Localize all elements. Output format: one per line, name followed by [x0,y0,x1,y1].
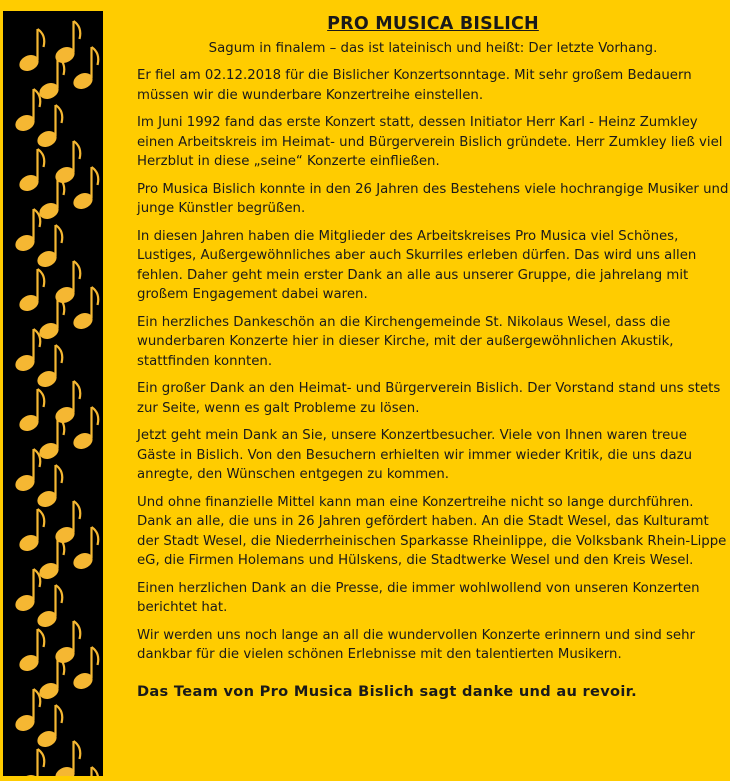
paragraph: Ein großer Dank an den Heimat- und Bürgerverein Bislich. Der Vorstand stand uns stets zur Seite, wenn es galt Probleme zu lösen. [137,381,721,416]
subtitle: Sagum in finalem – das ist lateinisch und heißt: Der letzte Vorhang. [208,41,658,56]
paragraph: Im Juni 1992 fand das erste Konzert statt, dessen Initiator Herr Karl - Heinz Zumkley einen Arbeitskreis im Heimat- und Bürgerverein Bislich gründete. Herr Zumkley ließ viel Herzblut in diese „seine“ Konzerte einfließen. [137,115,723,169]
page-title: PRO MUSICA BISLICH [327,14,539,34]
article [137,14,729,700]
music-notes-icon [3,11,103,776]
paragraph: Einen herzlichen Dank an die Presse, die immer wohlwollend von unseren Konzerten berichtet hat. [137,580,700,615]
paragraph: Pro Musica Bislich konnte in den 26 Jahren des Bestehens viele hochrangige Musiker und junge Künstler begrüßen. [137,181,729,216]
paragraph: Er fiel am 02.12.2018 für die Bislicher Konzertsonntage. Mit sehr großem Bedauern müssen wir die wunderbare Konzertreihe einstellen. [137,68,692,103]
paragraph: Jetzt geht mein Dank an Sie, unsere Konzertbesucher. Viele von Ihnen waren treue Gäste in Bislich. Von den Besuchern erhielten wir immer wieder Kritik, die uns dazu anregte, den Wünschen entgegen zu kommen. [137,428,693,482]
paragraph: Und ohne finanzielle Mittel kann man eine Konzertreihe nicht so lange durchführen. Dank an alle, die uns in 26 Jahren gefördert haben. An die Stadt Wesel, das Kulturamt der Stadt Wesel, die Niederrheinischen Sparkasse Rheinlippe, die Volksbank Rhein-Lippe eG, die Firmen Holemans und Hülskens, die Stadtwerke Wesel und den Kreis Wesel. [137,494,727,568]
closing-line: Das Team von Pro Musica Bislich sagt danke und au revoir. [137,682,637,700]
music-notes-strip [3,11,103,776]
paragraph: Wir werden uns noch lange an all die wundervollen Konzerte erinnern und sind sehr dankbar für die vielen schönen Erlebnisse mit den talentierten Musikern. [137,627,695,662]
paragraph: Ein herzliches Dankeschön an die Kirchengemeinde St. Nikolaus Wesel, dass die wunderbaren Konzerte hier in dieser Kirche, mit der außergewöhnlichen Akustik, stattfinden konnten. [137,314,674,369]
paragraph: In diesen Jahren haben die Mitglieder des Arbeitskreises Pro Musica viel Schönes, Lustiges, Außergewöhnliches aber auch Skurriles erleben dürfen. Das wird uns allen fehlen. Daher geht mein erster Dank an alle aus unserer Gruppe, die jahrelang mit großem Engagement dabei waren. [137,228,697,302]
